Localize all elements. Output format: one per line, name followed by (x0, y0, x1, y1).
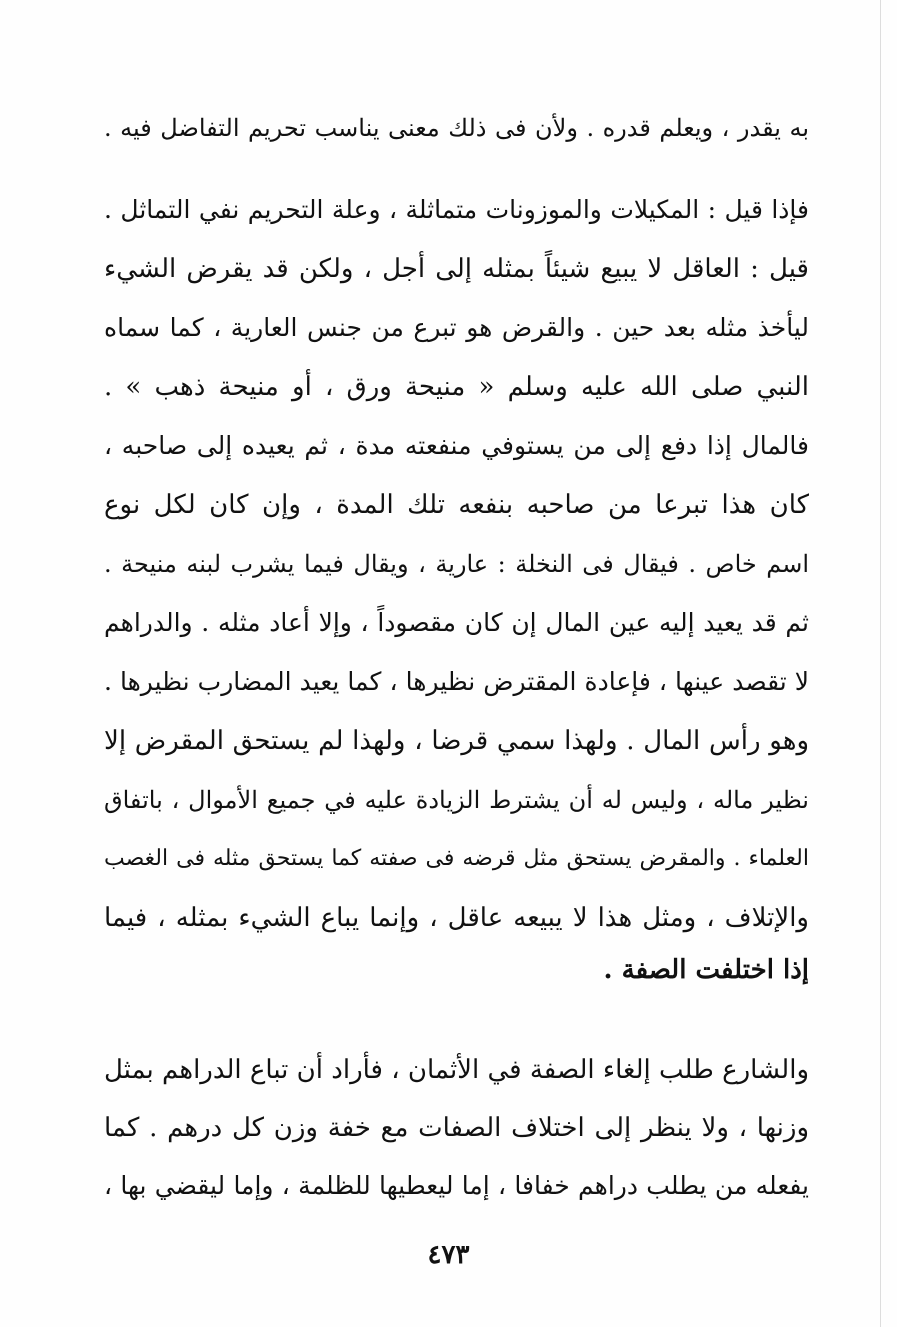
text-line: نظير ماله ، وليس له أن يشترط الزيادة عليه في جميع الأموال ، باتفاق (104, 786, 809, 814)
page-number: ٤٧٣ (427, 1240, 470, 1270)
paragraph-2 (104, 180, 809, 985)
text-line: فإذا قيل : المكيلات والموزونات متماثلة ، وعلة التحريم نفي التماثل . (104, 195, 809, 224)
text-line: وهو رأس المال . ولهذا سمي قرضا ، ولهذا لم يستحق المقرض إلا (104, 726, 809, 756)
paragraph-1 (104, 98, 809, 158)
text-line: كان هذا تبرعا من صاحبه بنفعه تلك المدة ، وإن كان لكل نوع (104, 490, 809, 520)
text-line: إذا اختلفت الصفة . (603, 955, 809, 985)
text-line: به يقدر ، ويعلم قدره . ولأن فى ذلك معنى يناسب تحريم التفاضل فيه . (104, 114, 809, 142)
text-line: ليأخذ مثله بعد حين . والقرض هو تبرع من جنس العارية ، كما سماه (104, 313, 809, 342)
text-line: قيل : العاقل لا يبيع شيئاً بمثله إلى أجل ، ولكن قد يقرض الشيء (104, 254, 809, 284)
text-line: العلماء . والمقرض يستحق مثل قرضه فى صفته كما يستحق مثله فى الغصب (104, 846, 809, 871)
text-line: والشارع طلب إلغاء الصفة في الأثمان ، فأراد أن تباع الدراهم بمثل (104, 1055, 809, 1085)
text-line: لا تقصد عينها ، فإعادة المقترض نظيرها ، كما يعيد المضارب نظيرها . (104, 667, 809, 696)
text-line: يفعله من يطلب دراهم خفافا ، إما ليعطيها للظلمة ، وإما ليقضي بها ، (104, 1171, 809, 1200)
text-line: وزنها ، ولا ينظر إلى اختلاف الصفات مع خفة وزن كل درهم . كما (104, 1113, 809, 1143)
paragraph-3 (104, 1040, 809, 1220)
text-line: النبي صلى الله عليه وسلم « منيحة ورق ، أو منيحة ذهب » . (104, 372, 809, 402)
text-line: اسم خاص . فيقال فى النخلة : عارية ، ويقال فيما يشرب لبنه منيحة . (104, 550, 809, 578)
text-line: فالمال إذا دفع إلى من يستوفي منفعته مدة ، ثم يعيده إلى صاحبه ، (104, 431, 809, 460)
page-edge-line (880, 0, 881, 1327)
text-line: والإتلاف ، ومثل هذا لا يبيعه عاقل ، وإنما يباع الشيء بمثله ، فيما (104, 903, 809, 933)
text-line: ثم قد يعيد إليه عين المال إن كان مقصوداً ، وإلا أعاد مثله . والدراهم (104, 608, 809, 637)
